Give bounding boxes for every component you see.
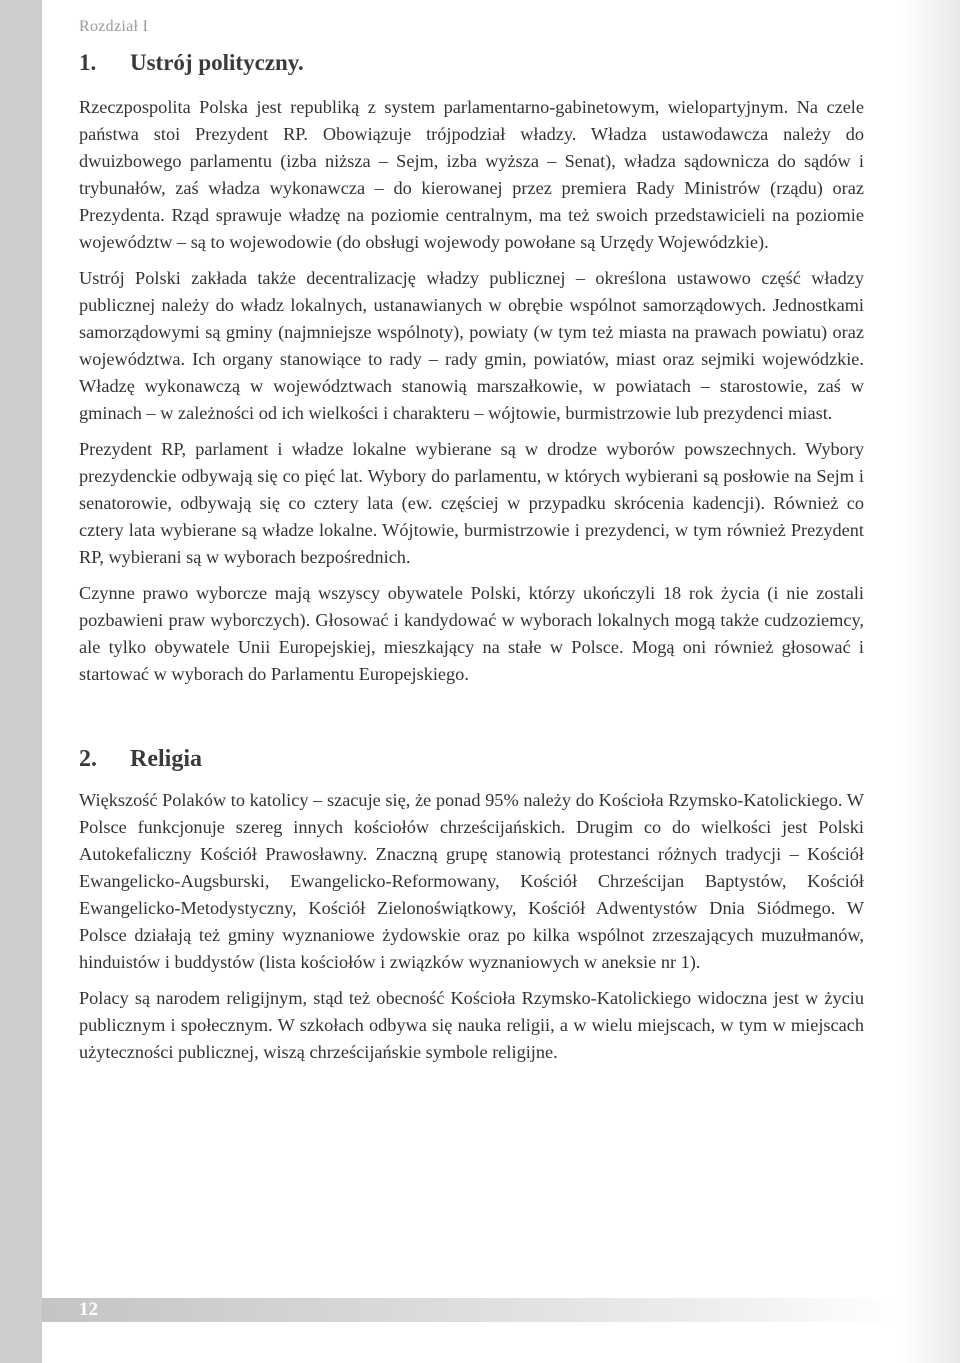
right-margin-shade [902, 0, 960, 1363]
section-number: 2. [79, 746, 97, 772]
footer-bar [42, 1298, 902, 1322]
paragraph: Czynne prawo wyborcze mają wszyscy obywatele Polski, którzy ukończyli 18 rok życia (i nie zostali pozbawieni praw wyborczych). Głosować i kandydować w wyborach lokalnych mogą także cudzoziemcy, ale tylko obywatele Unii Europejskiej, mieszkający na stałe w Polsce. Mogą oni również głosować i startować w wyborach do Parlamentu Europejskiego. [79, 583, 864, 684]
page-content [79, 18, 864, 1075]
paragraph: Większość Polaków to katolicy – szacuje się, że ponad 95% należy do Kościoła Rzymsko-Katolickiego. W Polsce funkcjonuje szereg innych kościołów chrześcijańskich. Drugim co do wielkości jest Polski Autokefaliczny Kościół Prawosławny. Znaczną grupę stanowią protestanci różnych tradycji – Kościół Ewangelicko-Augsburski, Ewangelicko-Reformowany, Kościół Chrześcijan Baptystów, Kościół Ewangelicko-Metodystyczny, Kościół Zielonoświątkowy, Kościół Adwentystów Dnia Siódmego. W Polsce działają też gminy wyznaniowe żydowskie oraz po kilka wspólnot zrzeszających muzułmanów, hinduistów i buddystów (lista kościołów i związków wyznaniowych w aneksie nr 1). [79, 790, 864, 972]
section-title: Ustrój polityczny. [130, 50, 304, 75]
paragraph: Rzeczpospolita Polska jest republiką z system parlamentarno-gabinetowym, wielopartyjnym. Na czele państwa stoi Prezydent RP. Obowiązuje trójpodział władzy. Władza ustawodawcza należy do dwuizbowego parlamentu (izba niższa – Sejm, izba wyższa – Senat), władza sądownicza do sądów i trybunałów, zaś władza wykonawcza – do kierowanej przez premiera Rady Ministrów (rządu) oraz Prezydenta. Rząd sprawuje władzę na poziomie centralnym, ma też swoich przedstawicieli na poziomie województw – są to wojewodowie (do obsługi wojewody powołane są Urzędy Wojewódzkie). [79, 97, 864, 252]
page-number: 12 [79, 1299, 98, 1320]
paragraph: Ustrój Polski zakłada także decentralizację władzy publicznej – określona ustawowo część władzy publicznej należy do władz lokalnych, ustanawianych w obrębie wspólnot samorządowych. Jednostkami samorządowymi są gminy (najmniejsze wspólnoty), powiaty (w tym też miasta na prawach powiatu) oraz województwa. Ich organy stanowiące to rady – rady gmin, powiatów, miast oraz sejmiki wojewódzkie. Władzę wykonawczą w województwach stanowią marszałkowie, w powiatach – starostowie, zaś w gminach – w zależności od ich wielkości i charakteru – wójtowie, burmistrzowie lub prezydenci miast. [79, 268, 864, 423]
section-title: Religia [130, 746, 202, 772]
chapter-label: Rozdział I [79, 18, 149, 35]
left-margin-bar [0, 0, 42, 1363]
paragraph: Prezydent RP, parlament i władze lokalne wybierane są w drodze wyborów powszechnych. Wybory prezydenckie odbywają się co pięć lat. Wybory do parlamentu, w których wybierani są posłowie na Sejm i senatorowie, odbywają się co cztery lata (ew. częściej w przypadku skrócenia kadencji). Również co cztery lata wybierane są władze lokalne. Wójtowie, burmistrzowie i prezydenci, w tym również Prezydent RP, wybierani są w wyborach bezpośrednich. [79, 439, 864, 567]
paragraph: Polacy są narodem religijnym, stąd też obecność Kościoła Rzymsko-Katolickiego widoczna jest w życiu publicznym i społecznym. W szkołach odbywa się nauka religii, a w wielu miejscach, w tym w miejscach użyteczności publicznej, wiszą chrześcijańskie symbole religijne. [79, 988, 864, 1062]
section-heading-political-system [79, 50, 864, 76]
section-heading-religion [79, 746, 864, 773]
section-number: 1. [79, 50, 97, 75]
